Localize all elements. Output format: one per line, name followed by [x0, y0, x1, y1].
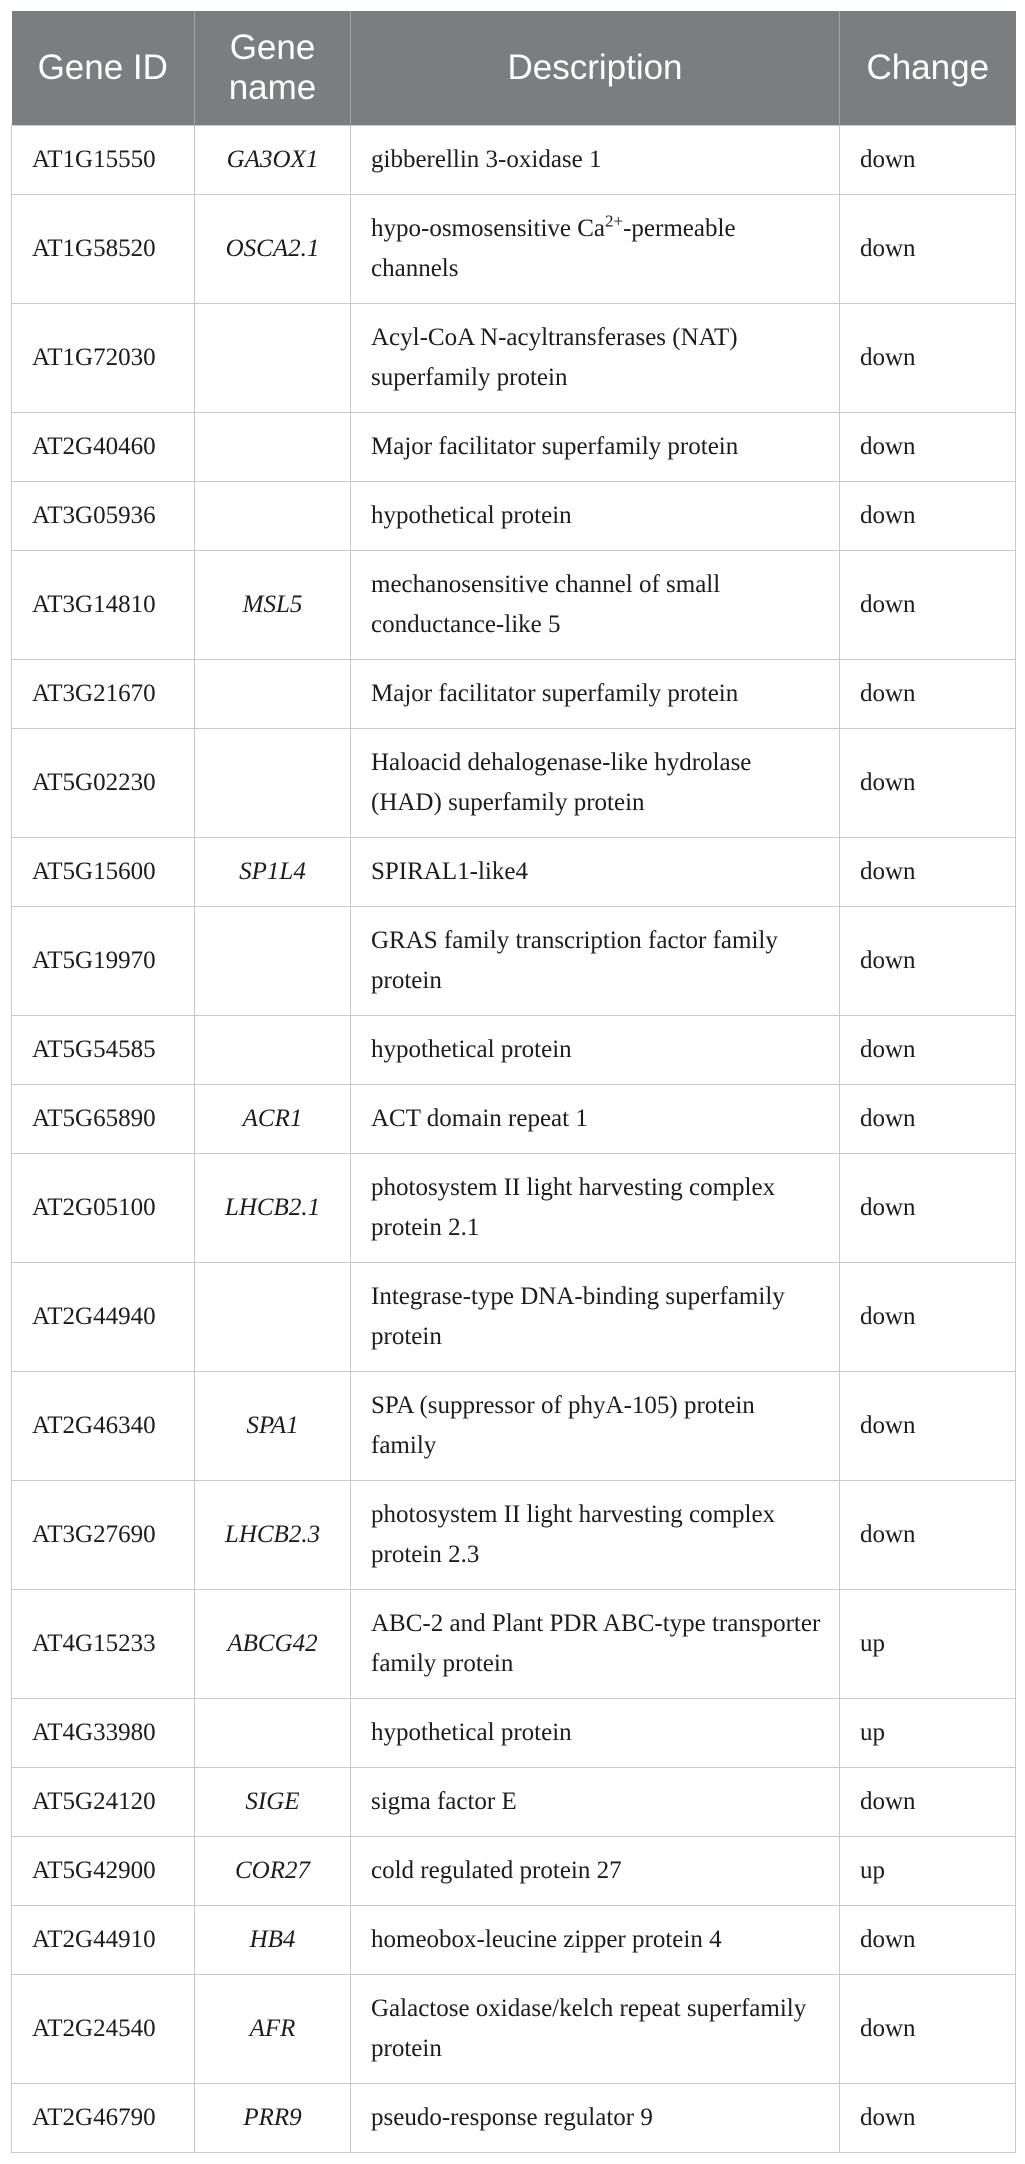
cell-change: down: [840, 481, 1016, 550]
cell-gene-id: AT3G21670: [12, 659, 195, 728]
cell-gene-id: AT5G65890: [12, 1084, 195, 1153]
cell-gene-id: AT2G44940: [12, 1262, 195, 1371]
cell-gene-id: AT5G54585: [12, 1015, 195, 1084]
cell-gene-id: AT3G05936: [12, 481, 195, 550]
table-row: [12, 1698, 1016, 1767]
cell-gene-id: AT1G58520: [12, 194, 195, 303]
table-row: [12, 1015, 1016, 1084]
cell-change: up: [840, 1698, 1016, 1767]
cell-description: Haloacid dehalogenase-like hydrolase (HAD) superfamily protein: [351, 728, 840, 837]
cell-change: down: [840, 125, 1016, 194]
cell-gene-name: LHCB2.3: [195, 1480, 351, 1589]
cell-change: down: [840, 837, 1016, 906]
cell-gene-name: [195, 412, 351, 481]
cell-gene-name: [195, 906, 351, 1015]
table-row: [12, 1084, 1016, 1153]
cell-change: down: [840, 303, 1016, 412]
cell-gene-id: AT4G15233: [12, 1589, 195, 1698]
cell-gene-name: [195, 1698, 351, 1767]
cell-change: down: [840, 1084, 1016, 1153]
header-change: Change: [840, 11, 1016, 125]
header-gene-id: Gene ID: [12, 11, 195, 125]
cell-gene-id: AT4G33980: [12, 1698, 195, 1767]
cell-description: SPIRAL1-like4: [351, 837, 840, 906]
cell-gene-id: AT5G02230: [12, 728, 195, 837]
header-row: [12, 11, 1016, 125]
cell-change: down: [840, 1480, 1016, 1589]
description-text: -permeable channels: [371, 214, 736, 282]
cell-change: down: [840, 2083, 1016, 2152]
cell-change: down: [840, 659, 1016, 728]
cell-gene-name: ABCG42: [195, 1589, 351, 1698]
cell-gene-id: AT5G15600: [12, 837, 195, 906]
cell-gene-name: [195, 728, 351, 837]
cell-gene-name: SP1L4: [195, 837, 351, 906]
cell-change: down: [840, 1767, 1016, 1836]
table-row: [12, 1153, 1016, 1262]
table-row: [12, 2083, 1016, 2152]
cell-description: hypothetical protein: [351, 1015, 840, 1084]
table-row: [12, 1767, 1016, 1836]
cell-description: gibberellin 3-oxidase 1: [351, 125, 840, 194]
cell-gene-id: AT3G14810: [12, 550, 195, 659]
cell-gene-id: AT3G27690: [12, 1480, 195, 1589]
cell-gene-name: SIGE: [195, 1767, 351, 1836]
cell-change: down: [840, 1153, 1016, 1262]
cell-description: Acyl-CoA N-acyltransferases (NAT) superfamily protein: [351, 303, 840, 412]
cell-description: ABC-2 and Plant PDR ABC-type transporter family protein: [351, 1589, 840, 1698]
cell-gene-name: ACR1: [195, 1084, 351, 1153]
cell-description: ACT domain repeat 1: [351, 1084, 840, 1153]
table-row: [12, 550, 1016, 659]
cell-gene-name: [195, 303, 351, 412]
cell-description: homeobox-leucine zipper protein 4: [351, 1905, 840, 1974]
cell-gene-id: AT5G19970: [12, 906, 195, 1015]
table-body: [12, 125, 1016, 2152]
cell-change: down: [840, 1015, 1016, 1084]
cell-gene-name: [195, 1015, 351, 1084]
cell-gene-name: AFR: [195, 1974, 351, 2083]
header-gene-name: Gene name: [195, 11, 351, 125]
cell-gene-id: AT5G42900: [12, 1836, 195, 1905]
header-description: Description: [351, 11, 840, 125]
cell-description: Major facilitator superfamily protein: [351, 412, 840, 481]
cell-gene-id: AT2G05100: [12, 1153, 195, 1262]
cell-description: Major facilitator superfamily protein: [351, 659, 840, 728]
cell-change: down: [840, 1974, 1016, 2083]
table-row: [12, 906, 1016, 1015]
cell-gene-name: OSCA2.1: [195, 194, 351, 303]
cell-gene-name: HB4: [195, 1905, 351, 1974]
table-row: [12, 1480, 1016, 1589]
cell-change: up: [840, 1836, 1016, 1905]
table-row: [12, 1589, 1016, 1698]
cell-description: sigma factor E: [351, 1767, 840, 1836]
cell-change: down: [840, 728, 1016, 837]
cell-gene-id: AT2G40460: [12, 412, 195, 481]
cell-description: GRAS family transcription factor family protein: [351, 906, 840, 1015]
cell-gene-id: AT5G24120: [12, 1767, 195, 1836]
table-row: [12, 1905, 1016, 1974]
cell-description: Integrase-type DNA-binding superfamily protein: [351, 1262, 840, 1371]
cell-change: down: [840, 1905, 1016, 1974]
cell-change: down: [840, 1371, 1016, 1480]
cell-gene-name: [195, 481, 351, 550]
table-row: [12, 728, 1016, 837]
cell-gene-name: [195, 1262, 351, 1371]
cell-description: pseudo-response regulator 9: [351, 2083, 840, 2152]
table-row: [12, 1974, 1016, 2083]
gene-table-container: [11, 11, 1015, 2153]
cell-description: [351, 194, 840, 303]
cell-description: photosystem II light harvesting complex protein 2.1: [351, 1153, 840, 1262]
table-row: [12, 194, 1016, 303]
cell-gene-id: AT2G46790: [12, 2083, 195, 2152]
cell-gene-name: PRR9: [195, 2083, 351, 2152]
table-row: [12, 659, 1016, 728]
cell-change: down: [840, 906, 1016, 1015]
cell-description: Galactose oxidase/kelch repeat superfamily protein: [351, 1974, 840, 2083]
cell-change: down: [840, 550, 1016, 659]
cell-gene-id: AT2G24540: [12, 1974, 195, 2083]
cell-gene-name: [195, 659, 351, 728]
cell-change: down: [840, 412, 1016, 481]
table-row: [12, 1836, 1016, 1905]
table-row: [12, 412, 1016, 481]
cell-description: cold regulated protein 27: [351, 1836, 840, 1905]
cell-gene-name: GA3OX1: [195, 125, 351, 194]
cell-description: SPA (suppressor of phyA-105) protein family: [351, 1371, 840, 1480]
cell-change: down: [840, 194, 1016, 303]
cell-gene-name: LHCB2.1: [195, 1153, 351, 1262]
description-superscript: 2+: [605, 211, 624, 231]
cell-change: up: [840, 1589, 1016, 1698]
cell-gene-id: AT2G44910: [12, 1905, 195, 1974]
cell-gene-id: AT2G46340: [12, 1371, 195, 1480]
table-row: [12, 481, 1016, 550]
table-row: [12, 125, 1016, 194]
cell-gene-id: AT1G15550: [12, 125, 195, 194]
table-row: [12, 303, 1016, 412]
cell-description: photosystem II light harvesting complex protein 2.3: [351, 1480, 840, 1589]
cell-change: down: [840, 1262, 1016, 1371]
table-row: [12, 1371, 1016, 1480]
cell-description: mechanosensitive channel of small conductance-like 5: [351, 550, 840, 659]
description-text: hypo-osmosensitive Ca: [371, 214, 606, 242]
table-row: [12, 837, 1016, 906]
table-header: [12, 11, 1016, 125]
cell-gene-id: AT1G72030: [12, 303, 195, 412]
cell-description: hypothetical protein: [351, 1698, 840, 1767]
cell-description: hypothetical protein: [351, 481, 840, 550]
cell-gene-name: MSL5: [195, 550, 351, 659]
gene-table: [11, 11, 1016, 2153]
cell-gene-name: SPA1: [195, 1371, 351, 1480]
cell-gene-name: COR27: [195, 1836, 351, 1905]
table-row: [12, 1262, 1016, 1371]
